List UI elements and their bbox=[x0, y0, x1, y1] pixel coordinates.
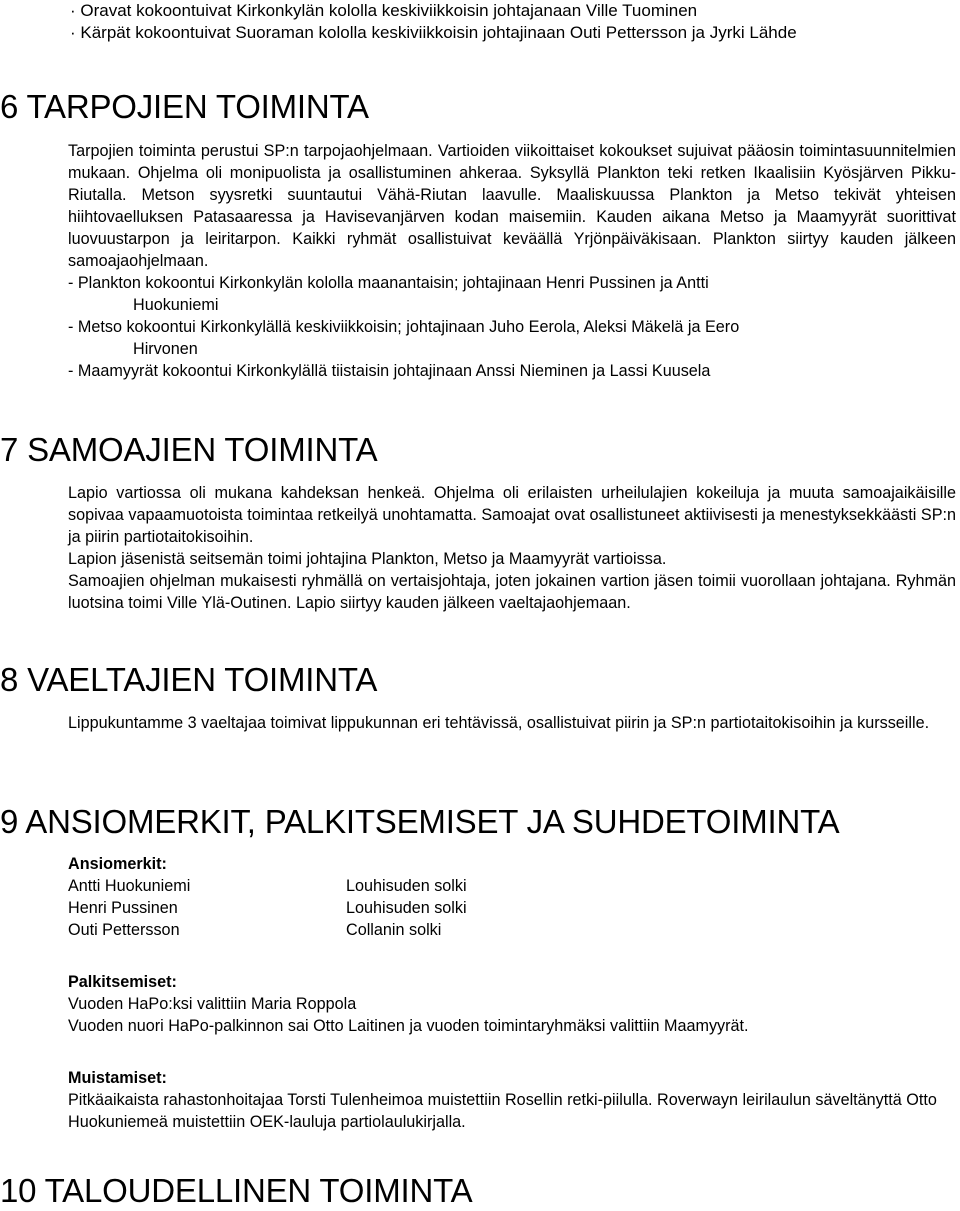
ansiomerkit-list bbox=[68, 875, 956, 941]
section-9-body bbox=[68, 853, 956, 1133]
muistamiset-label: Muistamiset: bbox=[68, 1069, 167, 1087]
section-8-heading: 8 VAELTAJIEN TOIMINTA bbox=[0, 661, 378, 698]
section-9-heading: 9 ANSIOMERKIT, PALKITSEMISET JA SUHDETOIMINTA bbox=[0, 803, 840, 840]
section-6-paragraph: Tarpojien toiminta perustui SP:n tarpojaohjelmaan. Vartioiden viikoittaiset kokoukset sujuivat pääosin toimintasuunnitelmien mukaan. Ohjelma oli monipuolista ja osallistuminen ahkeraa. Syksyllä Plankton teki retken Ikaalisiin Kyösjärven Pikku-Riutalla. Metson syysretki suuntautui Vähä-Riutan laavulle. Maaliskuussa Plankton ja Metso tekivät yhteisen hiihtovaelluksen Patasaaressa ja Havisevanjärven kodan maisemiin. Kauden aikana Metso ja Maamyyrät suorittivat luovuustarpon ja leiritarpon. Kaikki ryhmät osallistuivat keväällä Yrjönpäiväkisaan. Plankton siirtyy kauden jälkeen samoajaohjelmaan. bbox=[68, 142, 956, 270]
list-item: Vuoden nuori HaPo-palkinnon sai Otto Laitinen ja vuoden toimintaryhmäksi valittiin Maamyyrät. bbox=[68, 1017, 749, 1035]
list-item: · Kärpät kokoontuivat Suoraman kololla keskiviikkoisin johtajinaan Outi Pettersson ja Jyrki Lähde bbox=[70, 23, 797, 42]
list-item bbox=[68, 360, 956, 382]
list-item-continuation: Huokuniemi bbox=[133, 296, 219, 314]
section-7-paragraph: Lapio vartiossa oli mukana kahdeksan henkeä. Ohjelma oli erilaisten urheilulajien kokeiluja ja muuta samoajaikäisille sopivaa vapaamuotoista toimintaa retkeilyä unohtamatta. Samoajat ovat osallistuneet aktiivisesti ja menestyksekkäästi SP:n ja piirin partiotaitokisoihin. bbox=[68, 484, 956, 546]
section-7-heading: 7 SAMOAJIEN TOIMINTA bbox=[0, 431, 378, 468]
list-item-text: - Plankton kokoontui Kirkonkylän kololla maanantaisin; johtajinaan Henri Pussinen ja Antti bbox=[68, 274, 709, 292]
section-8-body bbox=[68, 712, 956, 734]
list-item bbox=[68, 272, 956, 316]
list-item-text: - Metso kokoontui Kirkonkylällä keskiviikkoisin; johtajinaan Juho Eerola, Aleksi Mäkelä ja Eero bbox=[68, 318, 740, 336]
list-item bbox=[68, 316, 956, 360]
section-7-paragraph: Samoajien ohjelman mukaisesti ryhmällä on vertaisjohtaja, joten jokainen vartion jäsen toimii vuorollaan johtajana. Ryhmän luotsina toimi Ville Ylä-Outinen. Lapio siirtyy kauden jälkeen vaeltajaohjemaan. bbox=[68, 572, 956, 612]
award-name: Collanin solki bbox=[346, 921, 442, 939]
list-item-continuation: Hirvonen bbox=[133, 340, 198, 358]
section-6-body bbox=[68, 140, 956, 382]
table-row bbox=[68, 897, 956, 919]
muistamiset-paragraph: Pitkäaikaista rahastonhoitajaa Torsti Tulenheimoa muistettiin Rosellin retki-piilulla. Roverwayn leirilaulun säveltänyttä Otto Huokuniemeä muistettiin OEK-lauluja partiolaulukirjalla. bbox=[68, 1091, 937, 1131]
palkitsemiset-label: Palkitsemiset: bbox=[68, 973, 177, 991]
recipient-name: Antti Huokuniemi bbox=[68, 877, 191, 895]
recipient-name: Outi Pettersson bbox=[68, 921, 180, 939]
list-item: · Oravat kokoontuivat Kirkonkylän kololla keskiviikkoisin johtajanaan Ville Tuominen bbox=[70, 1, 698, 20]
recipient-name: Henri Pussinen bbox=[68, 899, 178, 917]
table-row bbox=[68, 919, 956, 941]
award-name: Louhisuden solki bbox=[346, 899, 467, 917]
section-8-paragraph: Lippukuntamme 3 vaeltajaa toimivat lippukunnan eri tehtävissä, osallistuivat piirin ja SP:n partiotaitokisoihin ja kursseille. bbox=[68, 714, 930, 732]
list-item: Vuoden HaPo:ksi valittiin Maria Roppola bbox=[68, 995, 357, 1013]
table-row bbox=[68, 875, 956, 897]
section-10-heading: 10 TALOUDELLINEN TOIMINTA bbox=[0, 1172, 473, 1209]
patrol-list-continued bbox=[70, 0, 940, 44]
award-name: Louhisuden solki bbox=[346, 877, 467, 895]
ansiomerkit-label: Ansiomerkit: bbox=[68, 855, 167, 873]
section-6-heading: 6 TARPOJIEN TOIMINTA bbox=[0, 88, 369, 125]
section-7-paragraph: Lapion jäsenistä seitsemän toimi johtajina Plankton, Metso ja Maamyyrät vartioissa. bbox=[68, 550, 667, 568]
list-item-text: - Maamyyrät kokoontui Kirkonkylällä tiistaisin johtajinaan Anssi Nieminen ja Lassi Kuusela bbox=[68, 362, 711, 380]
section-7-body bbox=[68, 482, 956, 614]
